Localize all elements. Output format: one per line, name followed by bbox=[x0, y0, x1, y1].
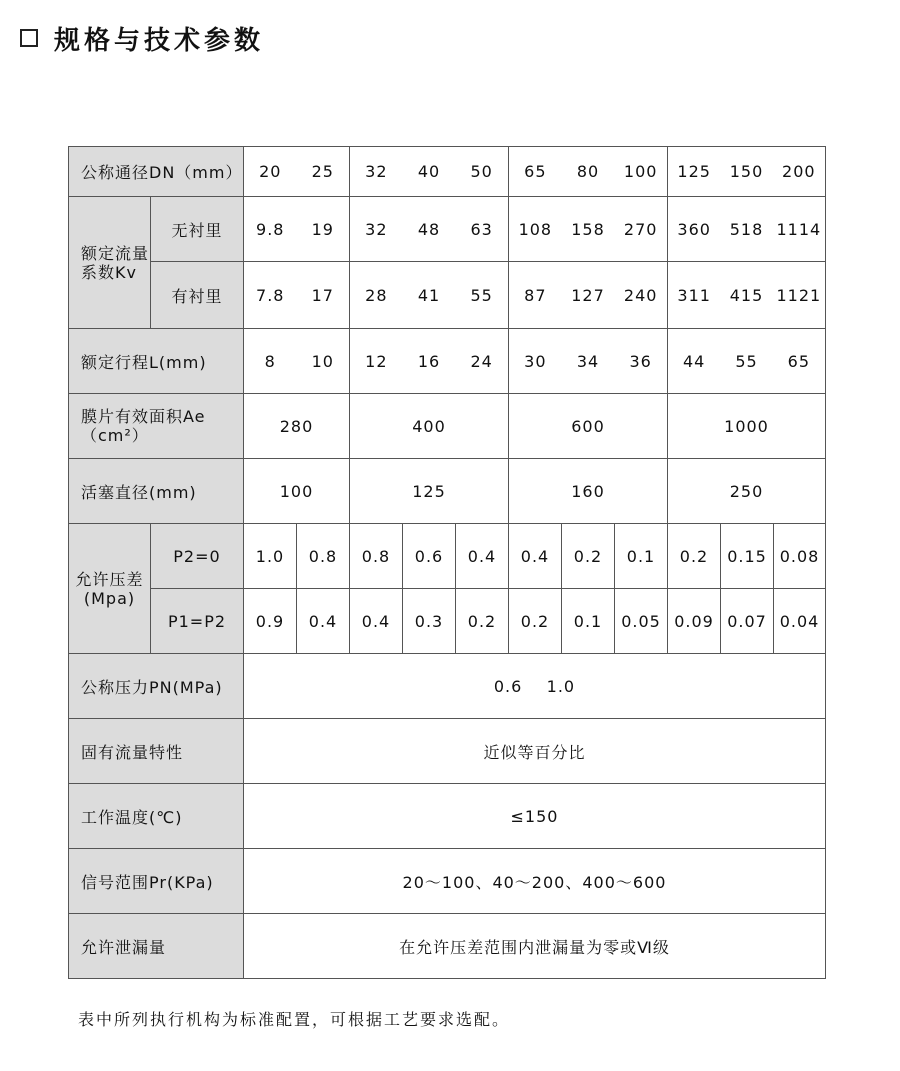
dp-value: 0.2 bbox=[509, 589, 562, 654]
dp-value: 0.6 bbox=[403, 524, 456, 589]
stroke-group-4 bbox=[668, 329, 826, 394]
row-flow-char bbox=[69, 719, 826, 784]
dn-group-1 bbox=[244, 147, 350, 197]
stroke-value: 44 bbox=[682, 351, 706, 371]
dp-value: 0.4 bbox=[456, 524, 509, 589]
stroke-value: 30 bbox=[524, 351, 547, 371]
dp-value: 0.08 bbox=[774, 524, 826, 589]
kv-value: 28 bbox=[365, 285, 388, 305]
stroke-value: 34 bbox=[576, 351, 600, 371]
row-dn bbox=[69, 147, 826, 197]
dn-value: 50 bbox=[470, 162, 493, 181]
leakage-value: 在允许压差范围内泄漏量为零或Ⅵ级 bbox=[244, 914, 826, 979]
row-signal bbox=[69, 849, 826, 914]
dp-value: 0.9 bbox=[244, 589, 297, 654]
kv-label: 额定流量系数Kv bbox=[69, 197, 151, 329]
dn-label: 公称通径DN（mm） bbox=[69, 147, 244, 197]
piston-value: 100 bbox=[244, 459, 350, 524]
kv-value: 360 bbox=[677, 219, 711, 239]
kv-value: 240 bbox=[623, 285, 658, 305]
kv-value: 41 bbox=[417, 285, 441, 305]
stroke-label: 额定行程L(mm) bbox=[69, 329, 244, 394]
row-diaphragm bbox=[69, 394, 826, 459]
stroke-value: 65 bbox=[787, 351, 810, 371]
row-kv-unlined bbox=[69, 197, 826, 262]
diaphragm-label: 膜片有效面积Ae（cm²） bbox=[69, 394, 244, 459]
dp-value: 1.0 bbox=[244, 524, 297, 589]
signal-value: 20～100、40～200、400～600 bbox=[244, 849, 826, 914]
kv-value: 415 bbox=[729, 285, 764, 305]
dp-value: 0.2 bbox=[668, 524, 721, 589]
dp-value: 0.2 bbox=[456, 589, 509, 654]
kv-value: 32 bbox=[365, 219, 388, 239]
kv-value: 311 bbox=[677, 285, 711, 305]
dp-value: 0.1 bbox=[615, 524, 668, 589]
kv-unlined-group-1 bbox=[244, 197, 350, 262]
dn-value: 20 bbox=[259, 162, 282, 181]
stroke-value: 12 bbox=[365, 351, 388, 371]
kv-value: 63 bbox=[470, 219, 493, 239]
kv-lined-group-1 bbox=[244, 262, 350, 329]
row-pn bbox=[69, 654, 826, 719]
row-dp-p0 bbox=[69, 524, 826, 589]
row-temp bbox=[69, 784, 826, 849]
diaphragm-value: 400 bbox=[350, 394, 509, 459]
kv-value: 55 bbox=[470, 285, 493, 305]
kv-lined-group-3 bbox=[509, 262, 668, 329]
spec-table bbox=[68, 146, 826, 979]
temp-value: ≤150 bbox=[244, 784, 826, 849]
kv-value: 127 bbox=[571, 285, 605, 305]
checkbox-square-icon bbox=[20, 29, 38, 47]
dn-value: 25 bbox=[311, 162, 334, 181]
stroke-value: 16 bbox=[417, 351, 441, 371]
diaphragm-value: 600 bbox=[509, 394, 668, 459]
dp-value: 0.07 bbox=[721, 589, 774, 654]
dp-p2-label: P1=P2 bbox=[151, 589, 244, 654]
dn-group-2 bbox=[350, 147, 509, 197]
footnote: 表中所列执行机构为标准配置，可根据工艺要求选配。 bbox=[78, 1010, 511, 1029]
piston-label: 活塞直径(mm) bbox=[69, 459, 244, 524]
dp-label: 允许压差(Mpa) bbox=[69, 524, 151, 654]
temp-label: 工作温度(℃) bbox=[69, 784, 244, 849]
diaphragm-value: 1000 bbox=[668, 394, 826, 459]
signal-label: 信号范围Pr(KPa) bbox=[69, 849, 244, 914]
kv-lined-label: 有衬里 bbox=[151, 262, 244, 329]
row-piston bbox=[69, 459, 826, 524]
kv-value: 87 bbox=[524, 285, 547, 305]
stroke-value: 10 bbox=[311, 351, 334, 371]
row-stroke bbox=[69, 329, 826, 394]
dp-value: 0.09 bbox=[668, 589, 721, 654]
kv-unlined-group-2 bbox=[350, 197, 509, 262]
stroke-value: 24 bbox=[470, 351, 493, 371]
dn-value: 100 bbox=[623, 162, 658, 181]
dn-value: 150 bbox=[729, 162, 764, 181]
dn-value: 40 bbox=[417, 162, 441, 181]
dp-value: 0.3 bbox=[403, 589, 456, 654]
kv-value: 158 bbox=[571, 219, 605, 239]
dn-value: 65 bbox=[524, 162, 547, 181]
dn-value: 32 bbox=[365, 162, 388, 181]
dp-value: 0.4 bbox=[350, 589, 403, 654]
dp-value: 0.15 bbox=[721, 524, 774, 589]
stroke-group-1 bbox=[244, 329, 350, 394]
kv-value: 7.8 bbox=[256, 285, 285, 305]
dp-value: 0.8 bbox=[350, 524, 403, 589]
kv-value: 518 bbox=[729, 219, 764, 239]
dp-value: 0.1 bbox=[562, 589, 615, 654]
piston-value: 125 bbox=[350, 459, 509, 524]
dp-value: 0.2 bbox=[562, 524, 615, 589]
kv-unlined-group-4 bbox=[668, 197, 826, 262]
flow-char-value: 近似等百分比 bbox=[244, 719, 826, 784]
dp-value: 0.8 bbox=[297, 524, 350, 589]
kv-value: 19 bbox=[311, 219, 334, 239]
diaphragm-value: 280 bbox=[244, 394, 350, 459]
dn-value: 125 bbox=[677, 162, 711, 181]
row-dp-p2 bbox=[69, 589, 826, 654]
dp-value: 0.04 bbox=[774, 589, 826, 654]
kv-lined-group-4 bbox=[668, 262, 826, 329]
section-title bbox=[20, 18, 264, 58]
kv-value: 108 bbox=[518, 219, 553, 239]
pn-value: 0.6 1.0 bbox=[244, 654, 826, 719]
dp-value: 0.4 bbox=[509, 524, 562, 589]
dn-group-4 bbox=[668, 147, 826, 197]
row-kv-lined bbox=[69, 262, 826, 329]
kv-value: 1114 bbox=[776, 219, 822, 239]
flow-char-label: 固有流量特性 bbox=[69, 719, 244, 784]
pn-label: 公称压力PN(MPa) bbox=[69, 654, 244, 719]
kv-unlined-label: 无衬里 bbox=[151, 197, 244, 262]
dn-group-3 bbox=[509, 147, 668, 197]
section-title-text: 规格与技术参数 bbox=[54, 25, 265, 56]
kv-unlined-group-3 bbox=[509, 197, 668, 262]
kv-value: 9.8 bbox=[256, 219, 285, 239]
piston-value: 250 bbox=[668, 459, 826, 524]
dp-value: 0.05 bbox=[615, 589, 668, 654]
stroke-value: 36 bbox=[629, 351, 652, 371]
kv-value: 270 bbox=[623, 219, 658, 239]
stroke-group-3 bbox=[509, 329, 668, 394]
stroke-value: 55 bbox=[735, 351, 758, 371]
stroke-value: 8 bbox=[264, 351, 276, 371]
kv-value: 48 bbox=[417, 219, 441, 239]
dn-value: 200 bbox=[782, 162, 816, 181]
dp-p0-label: P2=0 bbox=[151, 524, 244, 589]
stroke-group-2 bbox=[350, 329, 509, 394]
row-leakage bbox=[69, 914, 826, 979]
kv-value: 17 bbox=[311, 285, 334, 305]
piston-value: 160 bbox=[509, 459, 668, 524]
dn-value: 80 bbox=[576, 162, 600, 181]
kv-value: 1121 bbox=[776, 285, 822, 305]
leakage-label: 允许泄漏量 bbox=[69, 914, 244, 979]
kv-lined-group-2 bbox=[350, 262, 509, 329]
dp-value: 0.4 bbox=[297, 589, 350, 654]
